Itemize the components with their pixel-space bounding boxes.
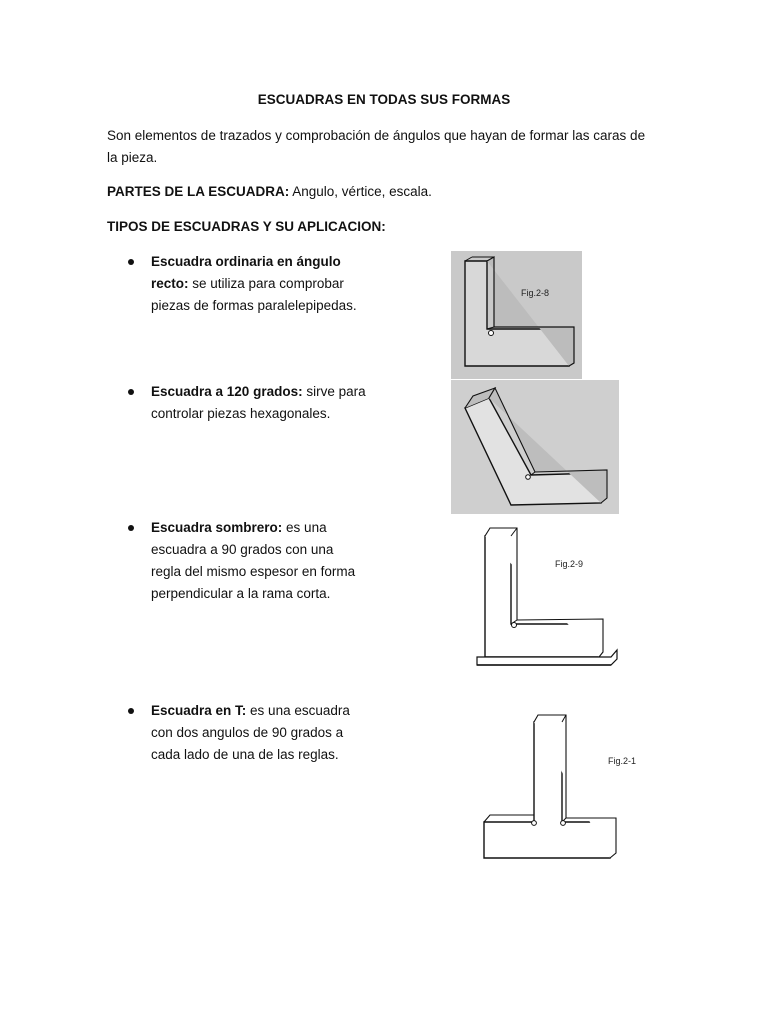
intro-paragraph bbox=[107, 125, 667, 169]
item-line: escuadra a 90 grados con una bbox=[151, 542, 334, 557]
item-line: perpendicular a la rama corta. bbox=[151, 586, 331, 601]
intro-line-2: la pieza. bbox=[107, 150, 158, 165]
intro-line-1: Son elementos de trazados y comprobación de ángulos que hayan de formar las caras de bbox=[107, 128, 646, 143]
item-text: sirve para bbox=[302, 384, 366, 399]
list-item bbox=[128, 381, 368, 431]
parts-line bbox=[107, 181, 667, 203]
item-line: piezas de formas paralelepipedas. bbox=[151, 298, 357, 313]
figure-label: Fig.2-9 bbox=[555, 559, 584, 569]
item-line: cada lado de una de las reglas. bbox=[151, 747, 339, 762]
list-item bbox=[128, 700, 368, 770]
item-bold: Escuadra en T: bbox=[151, 703, 247, 718]
figure-label: Fig.2-8 bbox=[521, 288, 550, 298]
hat-square-icon bbox=[473, 522, 623, 672]
item-bold: recto: bbox=[151, 276, 189, 291]
list-item-text bbox=[151, 381, 366, 425]
parts-value: Angulo, vértice, escala. bbox=[289, 184, 432, 199]
item-bold: Escuadra sombrero: bbox=[151, 520, 283, 535]
t-square-icon bbox=[470, 710, 642, 865]
list-item bbox=[128, 517, 368, 609]
item-bold: Escuadra a 120 grados: bbox=[151, 384, 303, 399]
item-bold: Escuadra ordinaria en ángulo bbox=[151, 254, 341, 269]
list-item-text bbox=[151, 700, 366, 766]
item-text: es una escuadra bbox=[246, 703, 350, 718]
bullet-icon bbox=[128, 708, 134, 714]
right-angle-square-icon bbox=[451, 251, 582, 379]
item-line: controlar piezas hexagonales. bbox=[151, 406, 331, 421]
item-text: es una bbox=[282, 520, 327, 535]
bullet-icon bbox=[128, 259, 134, 265]
figure-label: Fig.2-1 bbox=[608, 756, 637, 766]
list-item bbox=[128, 251, 368, 321]
item-line: regla del mismo espesor en forma bbox=[151, 564, 356, 579]
parts-label: PARTES DE LA ESCUADRA: bbox=[107, 184, 290, 199]
bullet-icon bbox=[128, 389, 134, 395]
item-text: se utiliza para comprobar bbox=[188, 276, 344, 291]
120-degree-square-icon bbox=[451, 380, 619, 514]
types-heading: TIPOS DE ESCUADRAS Y SU APLICACION: bbox=[107, 219, 386, 234]
list-item-text bbox=[151, 517, 366, 605]
list-item-text bbox=[151, 251, 366, 317]
document-title: ESCUADRAS EN TODAS SUS FORMAS bbox=[257, 92, 511, 107]
item-line: con dos angulos de 90 grados a bbox=[151, 725, 344, 740]
bullet-icon bbox=[128, 525, 134, 531]
